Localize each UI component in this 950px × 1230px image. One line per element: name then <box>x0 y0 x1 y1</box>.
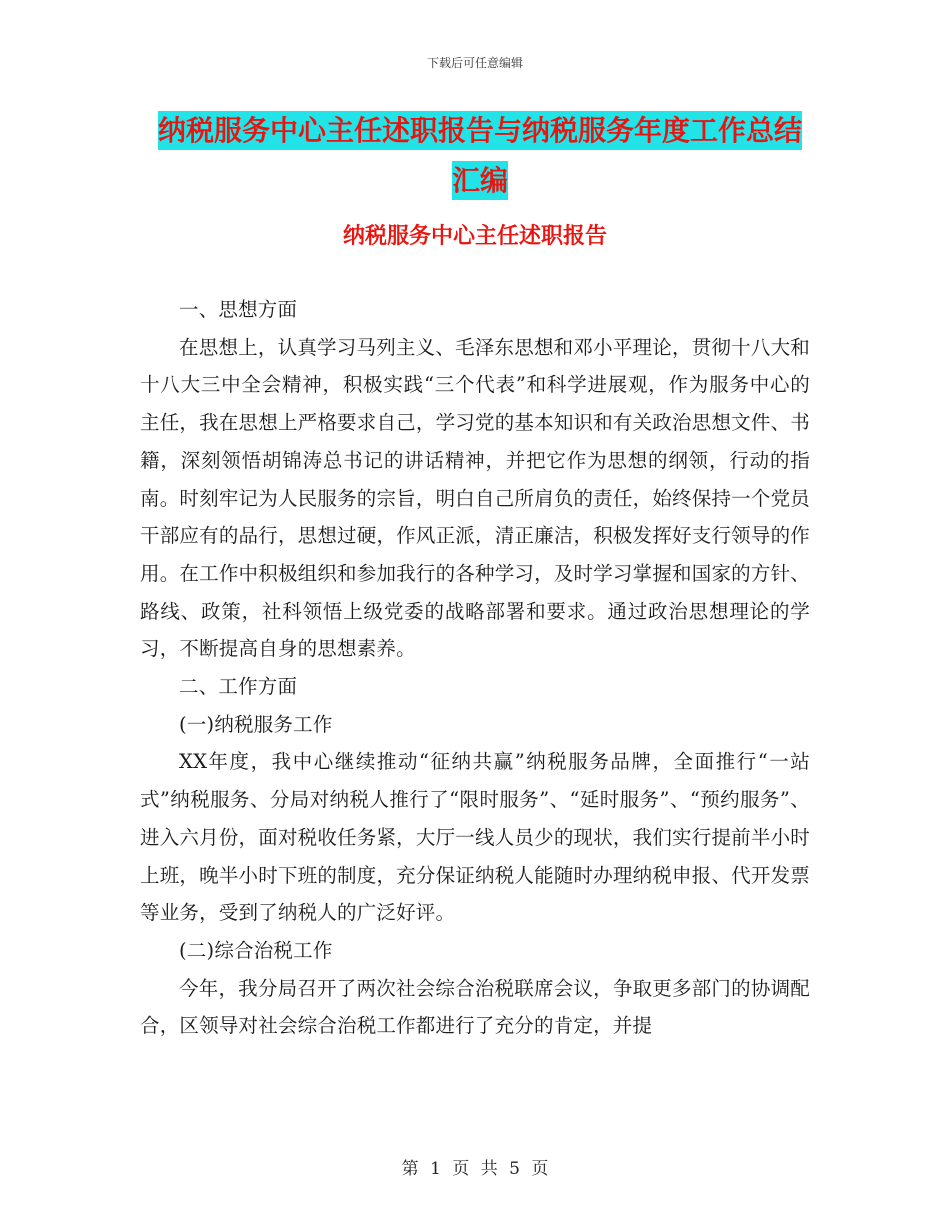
header-note: 下载后可任意编辑 <box>426 56 523 70</box>
heading-work: 二、工作方面 <box>179 675 298 699</box>
document-body <box>140 291 810 1045</box>
heading-thought: 一、思想方面 <box>179 298 298 321</box>
title-line-2: 汇编 <box>452 161 508 200</box>
subheading-comprehensive-tax: (二)综合治税工作 <box>179 938 333 962</box>
page-footer: 第 1 页 共 5 页 <box>401 1159 549 1179</box>
paragraph-tax-service: XX年度，我中心继续推动“征纳共赢”纳税服务品牌，全面推行“一站式”纳税服务、分局对纳税人推行了“限时服务”、“延时服务”、“预约服务”、进入六月份，面对税收任务紧，大厅一线人员少的现状，我们实行提前半小时上班，晚半小时下班的制度，充分保证纳税人能随时办理纳税申报、代开发票等业务，受到了纳税人的广泛好评。 <box>140 750 810 925</box>
title-line-1: 纳税服务中心主任述职报告与纳税服务年度工作总结 <box>158 111 802 150</box>
paragraph-thought: 在思想上，认真学习马列主义、毛泽东思想和邓小平理论，贯彻十八大和十八大三中全会精神，积极实践“三个代表”和科学进展观，作为服务中心的主任，我在思想上严格要求自己，学习党的基本知识和有关政治思想文件、书籍，深刻领悟胡锦涛总书记的讲话精神，并把它作为思想的纲领，行动的指南。时刻牢记为人民服务的宗旨，明白自己所肩负的责任，始终保持一个党员干部应有的品行，思想过硬，作风正派，清正廉洁，积极发挥好支行领导的作用。在工作中积极组织和参加我行的各种学习，及时学习掌握和国家的方针、路线、政策，社科领悟上级党委的战略部署和要求。通过政治思想理论的学习，不断提高自身的思想素养。 <box>140 335 810 661</box>
paragraph-comprehensive-tax: 今年，我分局召开了两次社会综合治税联席会议，争取更多部门的协调配合，区领导对社会综合治税工作都进行了充分的肯定，并提 <box>140 976 810 1038</box>
section-title: 纳税服务中心主任述职报告 <box>342 224 607 249</box>
document-title <box>150 106 810 206</box>
subheading-tax-service: (一)纳税服务工作 <box>179 712 333 736</box>
